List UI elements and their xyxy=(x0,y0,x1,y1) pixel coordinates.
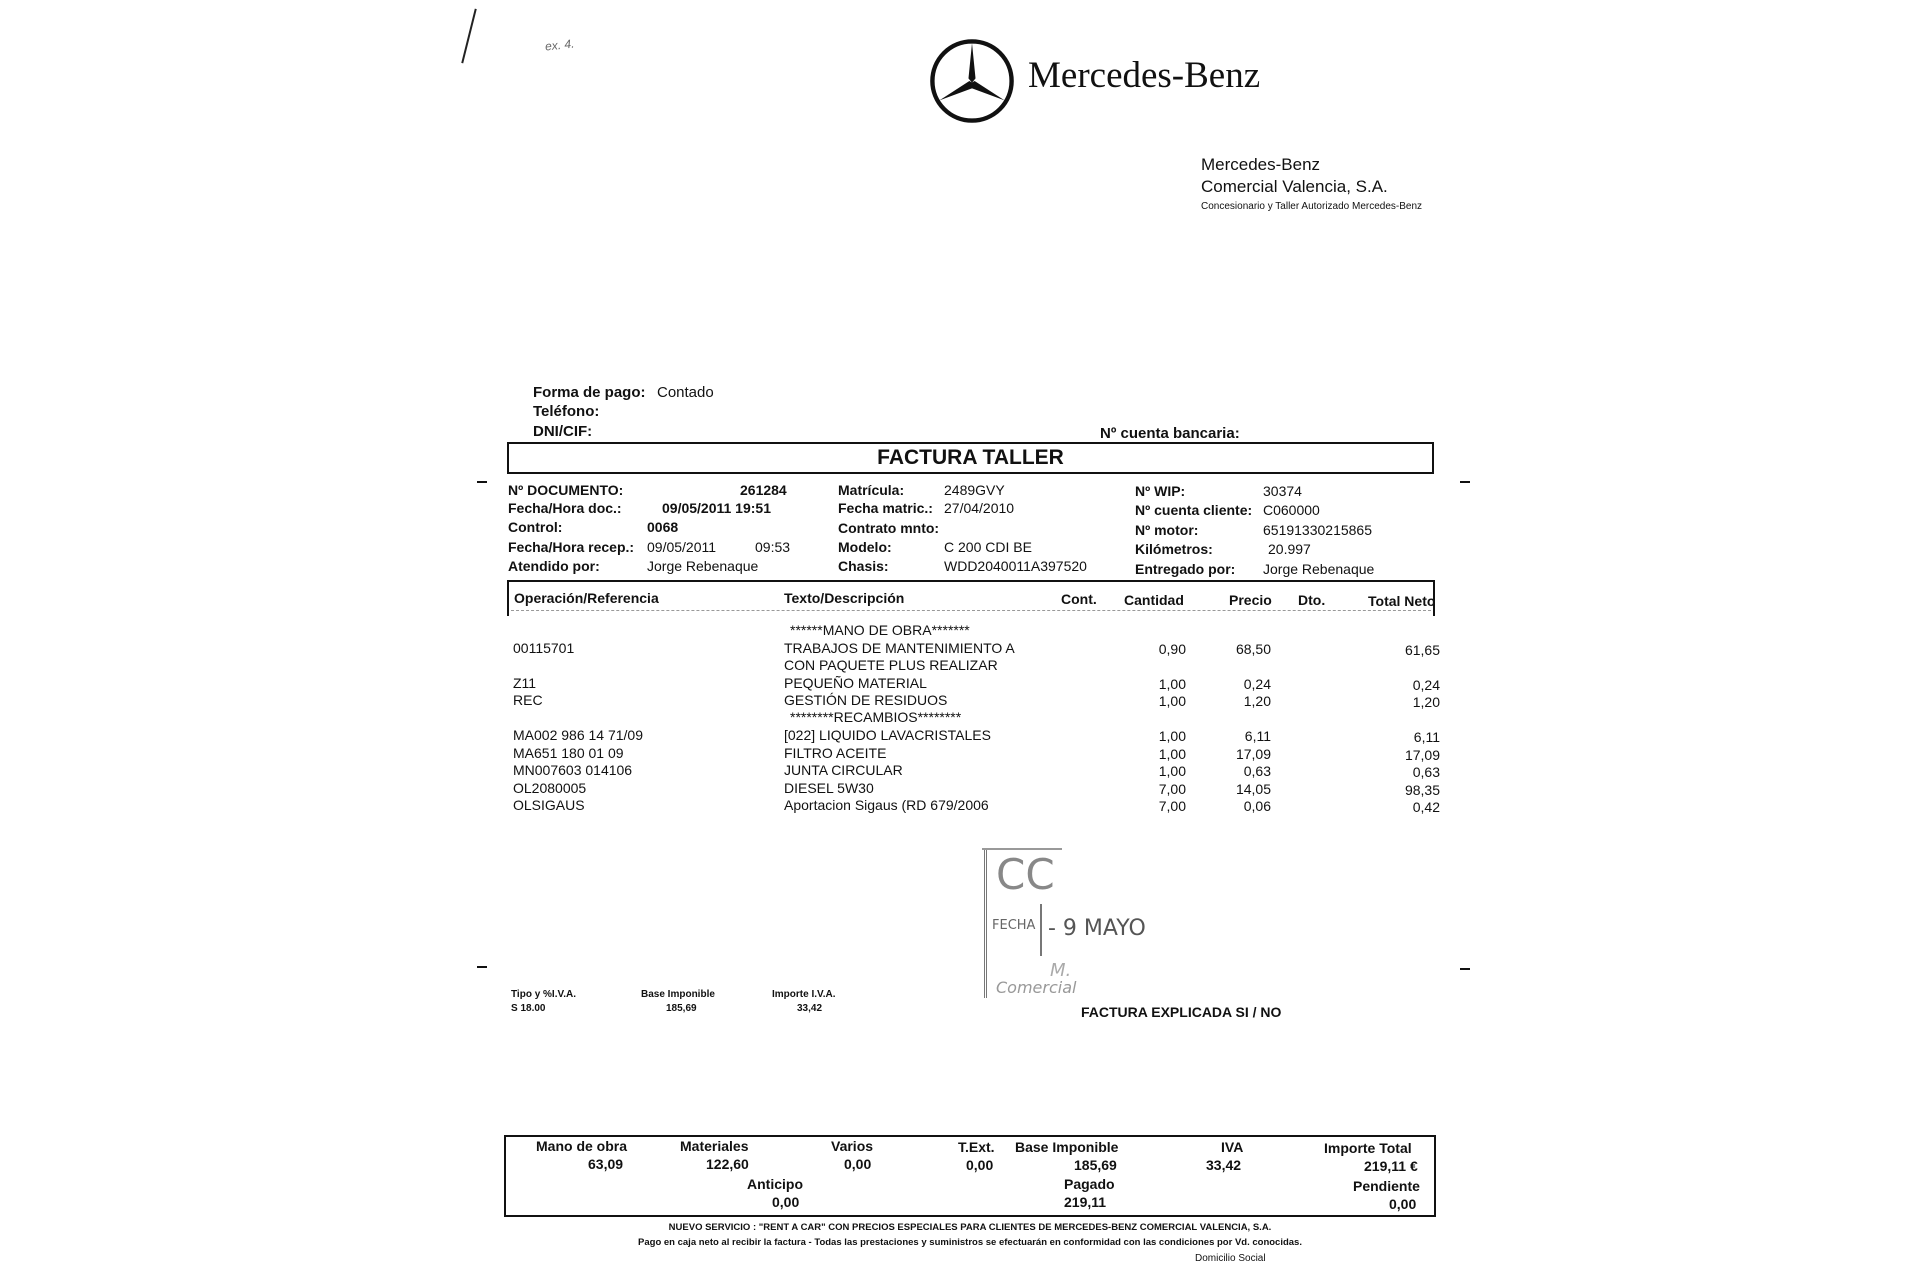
received-stamp xyxy=(982,848,1182,1006)
documento-label: Nº DOCUMENTO: xyxy=(508,482,624,498)
forma-pago-label: Forma de pago: xyxy=(533,384,646,401)
cuenta-cliente-label: Nº cuenta cliente: xyxy=(1135,502,1253,518)
col-precio: Precio xyxy=(1229,592,1272,608)
line-ref: REC xyxy=(513,692,543,708)
total-importe-label: Importe Total xyxy=(1324,1140,1412,1156)
wip-value: 30374 xyxy=(1263,483,1302,499)
line-ref: Z11 xyxy=(513,675,537,691)
iva-base-label: Base Imponible xyxy=(641,989,715,1000)
km-label: Kilómetros: xyxy=(1135,541,1213,557)
handwritten-note: ex. 4. xyxy=(544,36,576,54)
atendido-label: Atendido por: xyxy=(508,558,600,574)
line-ref: MA651 180 01 09 xyxy=(513,745,624,761)
fecha-matric-value: 27/04/2010 xyxy=(944,500,1015,516)
fecha-matric-label: Fecha matric.: xyxy=(838,500,933,516)
stamp-top: CC xyxy=(996,850,1055,899)
col-cont: Cont. xyxy=(1061,591,1097,607)
margin-mark xyxy=(477,481,487,483)
section-mano-obra: ******MANO DE OBRA******* xyxy=(790,622,970,638)
forma-pago-value: Contado xyxy=(657,384,714,401)
dealer-name: Mercedes-Benz xyxy=(1201,155,1321,174)
modelo-label: Modelo: xyxy=(838,539,892,555)
line-total: 0,24 xyxy=(1412,677,1440,693)
stamp-date: - 9 MAYO xyxy=(1048,916,1146,941)
col-texto: Texto/Descripción xyxy=(784,590,905,606)
dealer-company: Comercial Valencia, S.A. xyxy=(1201,177,1388,196)
iva-tipo-value: S 18.00 xyxy=(511,1003,546,1014)
line-total: 98,35 xyxy=(1404,782,1440,798)
total-varios-label: Varios xyxy=(831,1138,874,1154)
total-pagado-label: Pagado xyxy=(1064,1176,1115,1192)
km-value: 20.997 xyxy=(1268,541,1311,557)
line-desc: GESTIÓN DE RESIDUOS xyxy=(784,692,948,708)
footer-terms: Pago en caja neto al recibir la factura - Todas las prestaciones y suministros se efectuarán en conformidad con las condiciones por Vd. conocidas. xyxy=(638,1237,1302,1248)
wip-label: Nº WIP: xyxy=(1135,483,1186,499)
line-desc: TRABAJOS DE MANTENIMIENTO A xyxy=(784,640,1015,656)
total-mano-obra-label: Mano de obra xyxy=(536,1138,628,1154)
line-desc: [022] LIQUIDO LAVACRISTALES xyxy=(784,727,991,743)
iva-base-value: 185,69 xyxy=(666,1003,697,1014)
line-precio: 6,11 xyxy=(1244,728,1271,744)
invoice-title: FACTURA TALLER xyxy=(877,446,1064,469)
hora-recep-value: 09:53 xyxy=(755,539,791,555)
chasis-value: WDD2040011A397520 xyxy=(944,558,1087,574)
line-ref: MA002 986 14 71/09 xyxy=(513,727,643,743)
stamp-company: Comercial xyxy=(996,978,1077,997)
fecha-doc-label: Fecha/Hora doc.: xyxy=(508,500,622,516)
matricula-label: Matrícula: xyxy=(838,482,905,498)
line-precio: 1,20 xyxy=(1243,693,1271,709)
handwritten-slash xyxy=(461,9,476,64)
line-ref: OL2080005 xyxy=(513,780,587,796)
line-precio: 14,05 xyxy=(1235,781,1271,797)
line-desc: FILTRO ACEITE xyxy=(784,745,887,761)
total-pagado-value: 219,11 xyxy=(1064,1194,1107,1210)
line-precio: 68,50 xyxy=(1235,641,1271,657)
total-pendiente-label: Pendiente xyxy=(1353,1178,1420,1194)
footer-rent-a-car: NUEVO SERVICIO : "RENT A CAR" CON PRECIOS ESPECIALES PARA CLIENTES DE MERCEDES-BENZ COMERCIAL VALENCIA, S.A. xyxy=(668,1222,1272,1233)
col-operacion: Operación/Referencia xyxy=(514,590,659,606)
margin-mark xyxy=(1460,968,1470,970)
iva-tipo-label: Tipo y %I.V.A. xyxy=(511,989,577,1000)
factura-explicada: FACTURA EXPLICADA SI / NO xyxy=(1081,1004,1282,1020)
line-precio: 0,63 xyxy=(1243,763,1271,779)
total-iva-value: 33,42 xyxy=(1206,1157,1242,1173)
line-ref: 00115701 xyxy=(513,640,575,656)
line-ref: MN007603 014106 xyxy=(513,762,633,778)
total-base-value: 185,69 xyxy=(1074,1157,1117,1173)
line-precio: 17,09 xyxy=(1235,746,1271,762)
mercedes-star-icon xyxy=(928,37,1016,125)
total-base-label: Base Imponible xyxy=(1015,1139,1119,1155)
lines-header-divider xyxy=(511,610,1431,611)
matricula-value: 2489GVY xyxy=(944,482,1005,498)
footer-domicilio: Domicilio Social xyxy=(1195,1253,1266,1264)
line-precio: 0,06 xyxy=(1243,798,1271,814)
line-total: 6,11 xyxy=(1413,729,1440,745)
line-cant: 1,00 xyxy=(1158,693,1186,709)
telefono-label: Teléfono: xyxy=(533,403,600,420)
fecha-doc-value: 09/05/2011 19:51 xyxy=(662,500,771,516)
stamp-fecha-label: FECHA xyxy=(992,918,1036,933)
line-desc: Aportacion Sigaus (RD 679/2006 xyxy=(784,797,989,813)
dealer-subtitle: Concesionario y Taller Autorizado Mercedes-Benz xyxy=(1201,201,1423,212)
line-cant: 1,00 xyxy=(1158,763,1186,779)
total-mano-obra-value: 63,09 xyxy=(588,1156,624,1172)
line-cant: 7,00 xyxy=(1158,781,1186,797)
line-desc: CON PAQUETE PLUS REALIZAR xyxy=(784,657,998,673)
line-ref: OLSIGAUS xyxy=(513,797,585,813)
line-precio: 0,24 xyxy=(1243,676,1271,692)
total-importe-value: 219,11 € xyxy=(1364,1158,1418,1174)
line-total: 0,42 xyxy=(1412,799,1440,815)
line-desc: PEQUEÑO MATERIAL xyxy=(784,675,927,691)
motor-label: Nº motor: xyxy=(1135,522,1199,538)
entregado-value: Jorge Rebenaque xyxy=(1263,561,1375,577)
line-cant: 0,90 xyxy=(1158,641,1186,657)
documento-value: 261284 xyxy=(740,482,787,498)
dni-label: DNI/CIF: xyxy=(533,423,593,440)
motor-value: 65191330215865 xyxy=(1263,522,1373,538)
brand-name: Mercedes-Benz xyxy=(1028,55,1261,96)
section-recambios: ********RECAMBIOS******** xyxy=(790,709,962,725)
control-value: 0068 xyxy=(647,519,679,535)
fecha-recep-value: 09/05/2011 xyxy=(647,539,717,555)
line-total: 0,63 xyxy=(1412,764,1440,780)
line-cant: 1,00 xyxy=(1158,728,1186,744)
total-anticipo-value: 0,00 xyxy=(772,1194,800,1210)
line-total: 61,65 xyxy=(1404,642,1440,658)
total-pendiente-value: 0,00 xyxy=(1389,1196,1417,1212)
line-total: 1,20 xyxy=(1412,694,1440,710)
total-iva-label: IVA xyxy=(1221,1139,1244,1155)
margin-mark xyxy=(477,966,487,968)
entregado-label: Entregado por: xyxy=(1135,561,1236,577)
col-cantidad: Cantidad xyxy=(1124,592,1184,608)
total-materiales-label: Materiales xyxy=(680,1138,749,1154)
cuenta-cliente-value: C060000 xyxy=(1263,502,1320,518)
control-label: Control: xyxy=(508,519,563,535)
col-total: Total Neto xyxy=(1368,593,1436,609)
contrato-label: Contrato mnto: xyxy=(838,520,940,536)
col-dto: Dto. xyxy=(1298,592,1326,608)
line-cant: 1,00 xyxy=(1158,676,1186,692)
chasis-label: Chasis: xyxy=(838,558,889,574)
line-cant: 7,00 xyxy=(1158,798,1186,814)
line-desc: DIESEL 5W30 xyxy=(784,780,874,796)
total-anticipo-label: Anticipo xyxy=(747,1176,803,1192)
total-varios-value: 0,00 xyxy=(844,1156,872,1172)
margin-mark xyxy=(1460,481,1470,483)
iva-importe-label: Importe I.V.A. xyxy=(772,989,836,1000)
modelo-value: C 200 CDI BE xyxy=(944,539,1032,555)
iva-importe-value: 33,42 xyxy=(797,1003,823,1014)
line-cant: 1,00 xyxy=(1158,746,1186,762)
total-materiales-value: 122,60 xyxy=(706,1156,749,1172)
cuenta-bancaria-label: Nº cuenta bancaria: xyxy=(1100,425,1240,442)
line-desc: JUNTA CIRCULAR xyxy=(784,762,903,778)
fecha-recep-label: Fecha/Hora recep.: xyxy=(508,539,635,555)
atendido-value: Jorge Rebenaque xyxy=(647,558,759,574)
total-text-value: 0,00 xyxy=(966,1157,994,1173)
stamp-fragment: M. xyxy=(1050,960,1072,981)
total-text-label: T.Ext. xyxy=(958,1139,995,1155)
line-total: 17,09 xyxy=(1404,747,1440,763)
